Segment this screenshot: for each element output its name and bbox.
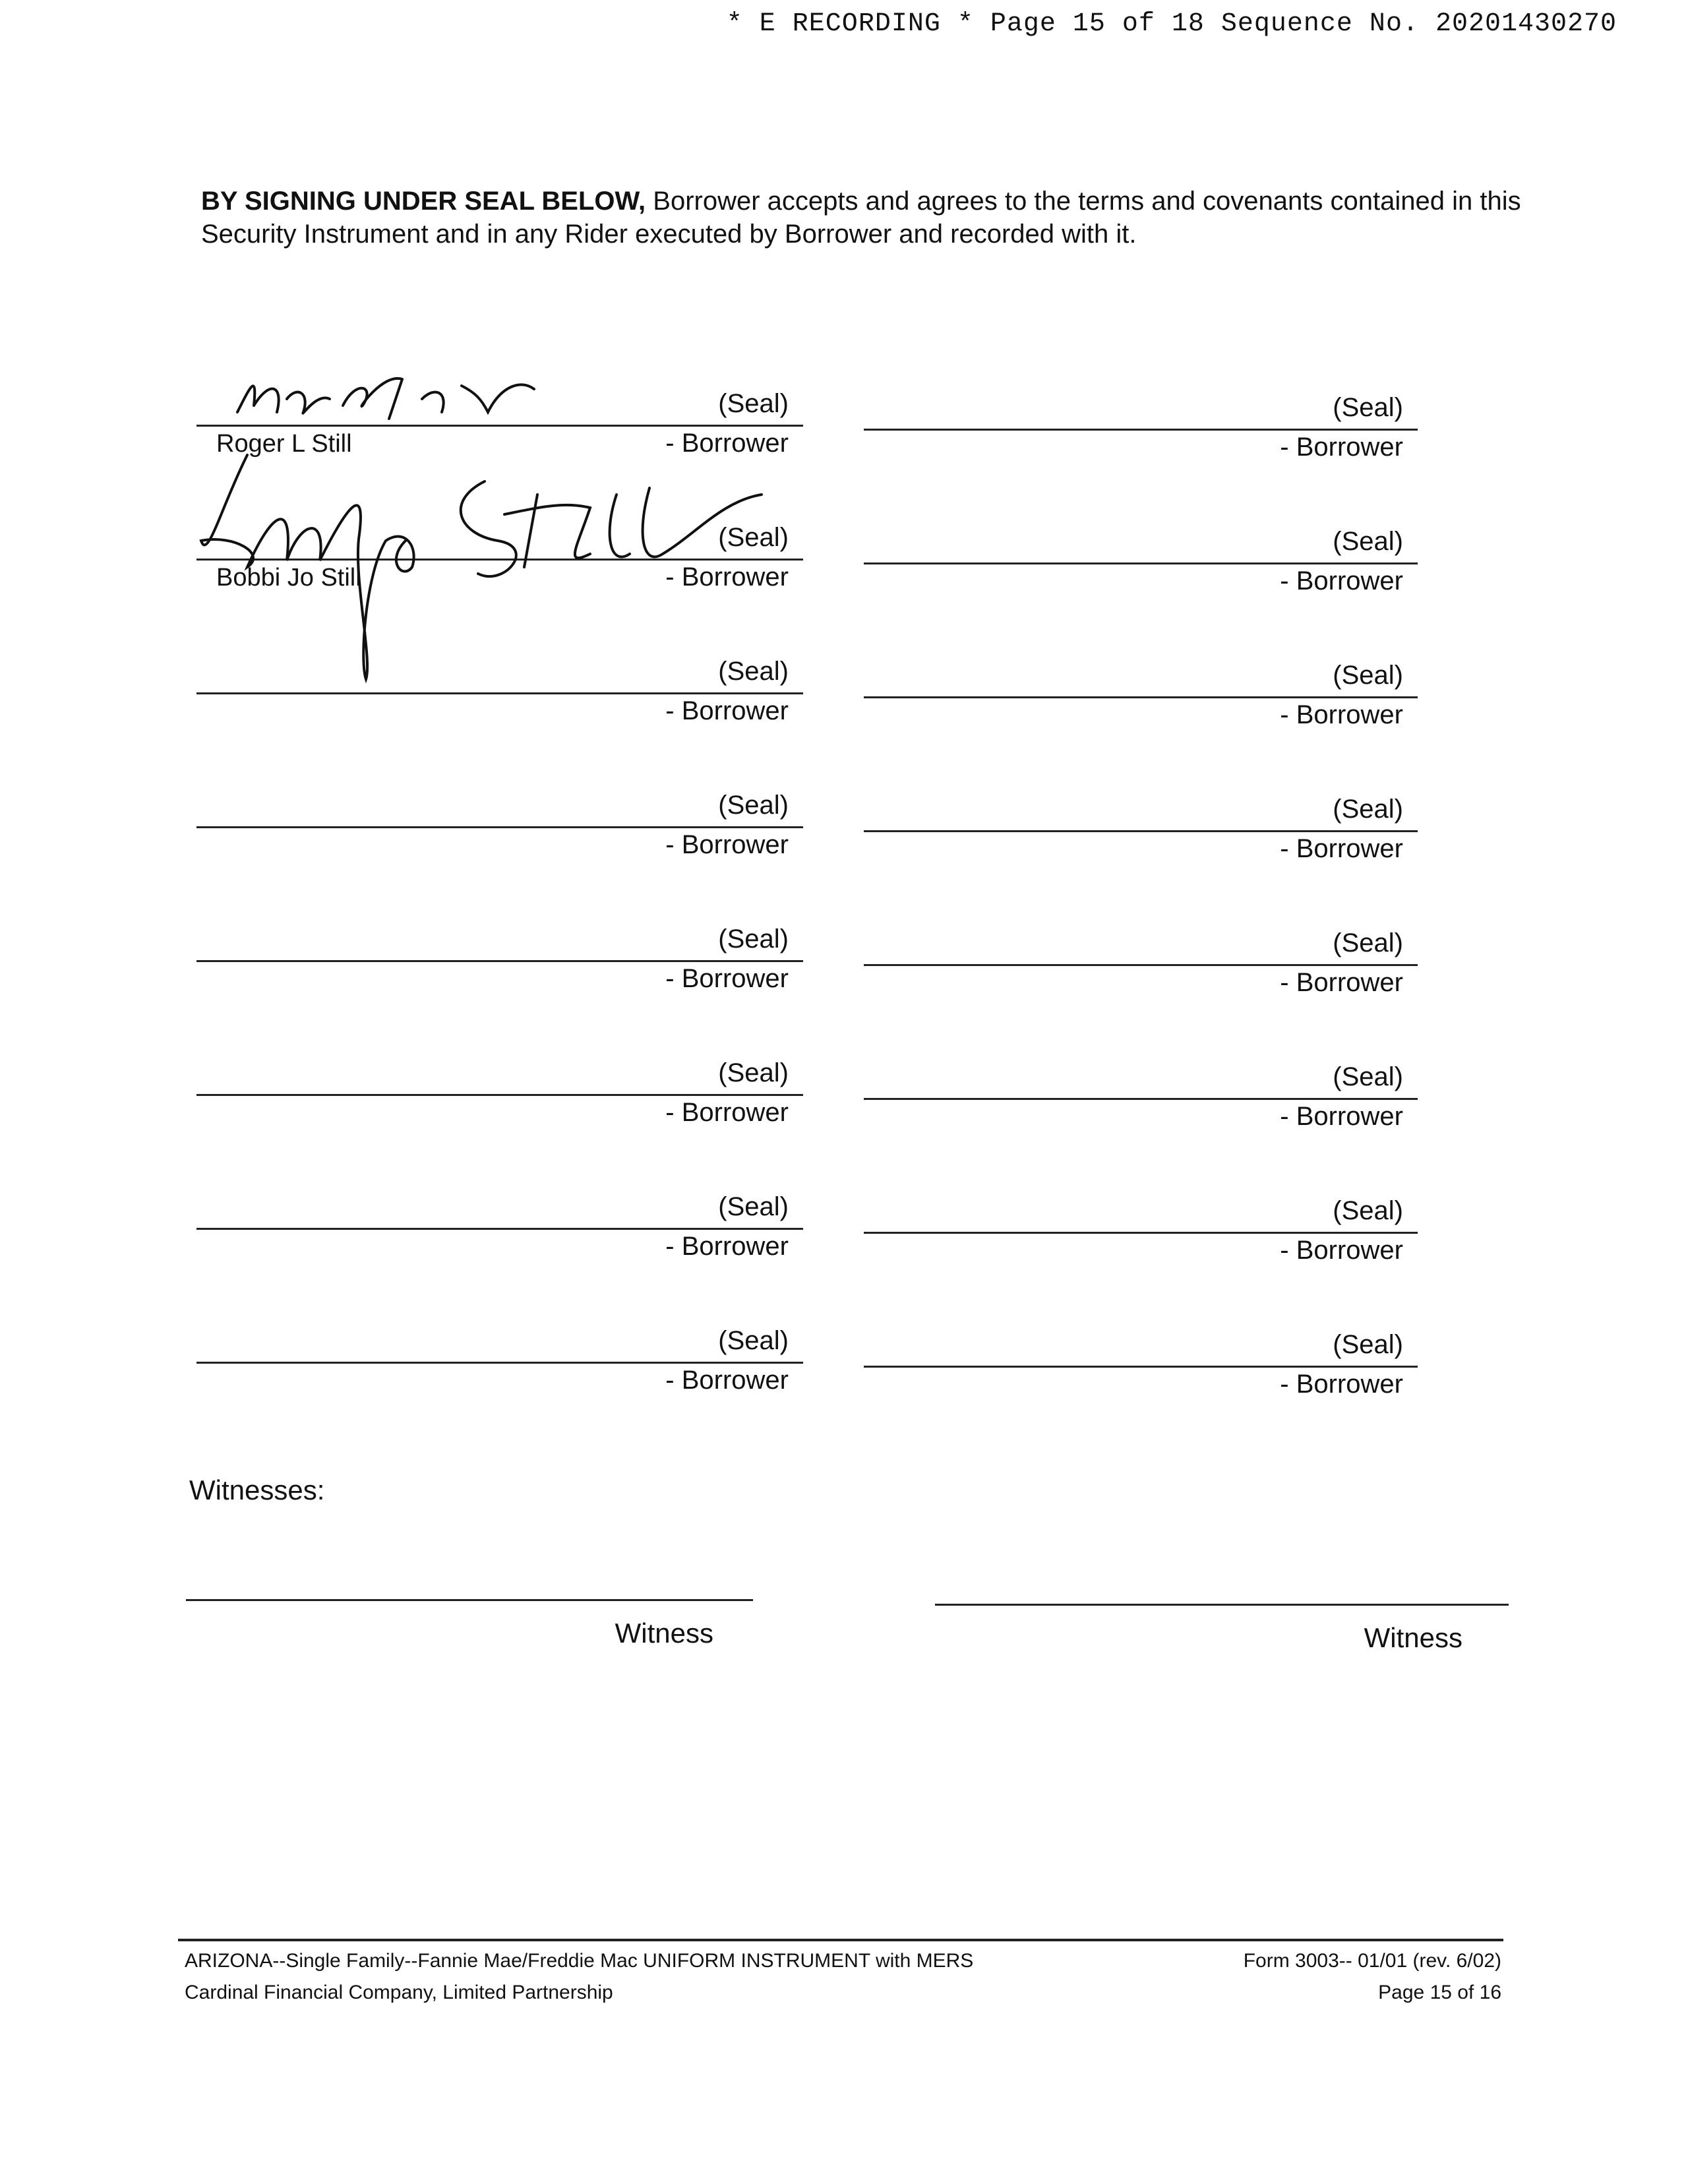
signature-line[interactable]	[196, 425, 803, 427]
borrower-label: - Borrower	[1280, 1236, 1403, 1265]
witness-caption: Witness	[1364, 1622, 1462, 1653]
signature-line[interactable]	[196, 826, 803, 828]
seal-label: (Seal)	[718, 1326, 789, 1355]
seal-label: (Seal)	[718, 1192, 789, 1221]
signature-block-right-6	[864, 1056, 1418, 1141]
seal-label: (Seal)	[1333, 1330, 1403, 1359]
seal-label: (Seal)	[718, 657, 789, 686]
signer-name: Bobbi Jo Still	[216, 564, 361, 592]
witness-block-right	[935, 1604, 1509, 1683]
signing-statement-body: Borrower accepts and agrees to the terms and covenants contained in this Security Instrument and in any Rider executed by Borrower and recorded with it.	[201, 187, 1521, 249]
borrower-label: - Borrower	[1280, 433, 1403, 462]
signature-line[interactable]	[196, 1362, 803, 1364]
signature-block-left-2	[196, 516, 803, 602]
borrower-label: - Borrower	[665, 830, 789, 859]
signature-block-right-5	[864, 922, 1418, 1008]
signature-line[interactable]	[864, 696, 1418, 698]
signature-line[interactable]	[196, 960, 803, 962]
borrower-label: - Borrower	[665, 1232, 789, 1261]
signature-block-left-1	[196, 382, 803, 468]
signature-line[interactable]	[196, 1094, 803, 1096]
seal-label: (Seal)	[718, 1058, 789, 1087]
seal-label: (Seal)	[1333, 1196, 1403, 1225]
signature-line[interactable]	[864, 1366, 1418, 1368]
lender-name: Cardinal Financial Company, Limited Partnership	[185, 1982, 613, 2003]
borrower-label: - Borrower	[1280, 566, 1403, 595]
signature-block-right-2	[864, 520, 1418, 606]
signature-line[interactable]	[864, 830, 1418, 832]
signing-statement	[201, 185, 1533, 251]
borrower-label: - Borrower	[1280, 700, 1403, 729]
signature-block-left-4	[196, 784, 803, 870]
borrower-label: - Borrower	[665, 1098, 789, 1127]
borrower-label: - Borrower	[1280, 834, 1403, 863]
borrower-label: - Borrower	[665, 964, 789, 993]
seal-label: (Seal)	[1333, 661, 1403, 690]
borrower-label: - Borrower	[665, 1366, 789, 1395]
seal-label: (Seal)	[718, 925, 789, 954]
signature-line[interactable]	[196, 559, 803, 561]
recording-stamp: * E RECORDING * Page 15 of 18 Sequence No. 20201430270	[726, 9, 1617, 39]
signature-block-left-8	[196, 1320, 803, 1405]
footer-rule	[178, 1939, 1503, 1941]
signature-line[interactable]	[864, 964, 1418, 966]
seal-label: (Seal)	[718, 791, 789, 820]
borrower-label: - Borrower	[665, 562, 789, 592]
borrower-label: - Borrower	[1280, 968, 1403, 997]
signature-block-left-6	[196, 1052, 803, 1138]
footer-left	[185, 1945, 973, 2009]
witnesses-label: Witnesses:	[189, 1474, 325, 1505]
signer-name: Roger L Still	[216, 430, 352, 458]
seal-label: (Seal)	[1333, 527, 1403, 556]
signature-line[interactable]	[864, 1098, 1418, 1100]
signature-block-left-5	[196, 918, 803, 1004]
witness-block-left	[186, 1599, 753, 1678]
witness-caption: Witness	[615, 1618, 713, 1649]
borrower-label: - Borrower	[665, 696, 789, 725]
witness-signature-line[interactable]	[186, 1599, 753, 1601]
seal-label: (Seal)	[718, 389, 789, 418]
signature-block-right-7	[864, 1190, 1418, 1275]
signature-line[interactable]	[864, 429, 1418, 431]
signature-block-right-3	[864, 654, 1418, 740]
borrower-label: - Borrower	[1280, 1370, 1403, 1399]
signature-line[interactable]	[864, 562, 1418, 564]
signature-line[interactable]	[864, 1232, 1418, 1234]
signature-block-left-3	[196, 650, 803, 736]
signature-block-right-4	[864, 788, 1418, 874]
seal-label: (Seal)	[1333, 795, 1403, 824]
page-number: Page 15 of 16	[1378, 1982, 1501, 2003]
signature-block-right-8	[864, 1323, 1418, 1409]
seal-label: (Seal)	[1333, 393, 1403, 422]
seal-label: (Seal)	[1333, 928, 1403, 957]
seal-label: (Seal)	[1333, 1062, 1403, 1091]
signature-line[interactable]	[196, 692, 803, 694]
witness-signature-line[interactable]	[935, 1604, 1509, 1606]
form-number: Form 3003-- 01/01 (rev. 6/02)	[1243, 1950, 1501, 1972]
signing-statement-lead: BY SIGNING UNDER SEAL BELOW,	[201, 187, 646, 216]
signature-line[interactable]	[196, 1228, 803, 1230]
signature-block-right-1	[864, 386, 1418, 472]
footer-right	[1244, 1945, 1501, 2009]
signature-block-left-7	[196, 1186, 803, 1271]
seal-label: (Seal)	[718, 523, 789, 552]
borrower-label: - Borrower	[1280, 1102, 1403, 1131]
borrower-label: - Borrower	[665, 429, 789, 458]
form-title: ARIZONA--Single Family--Fannie Mae/Freddie Mac UNIFORM INSTRUMENT with MERS	[185, 1950, 974, 1972]
